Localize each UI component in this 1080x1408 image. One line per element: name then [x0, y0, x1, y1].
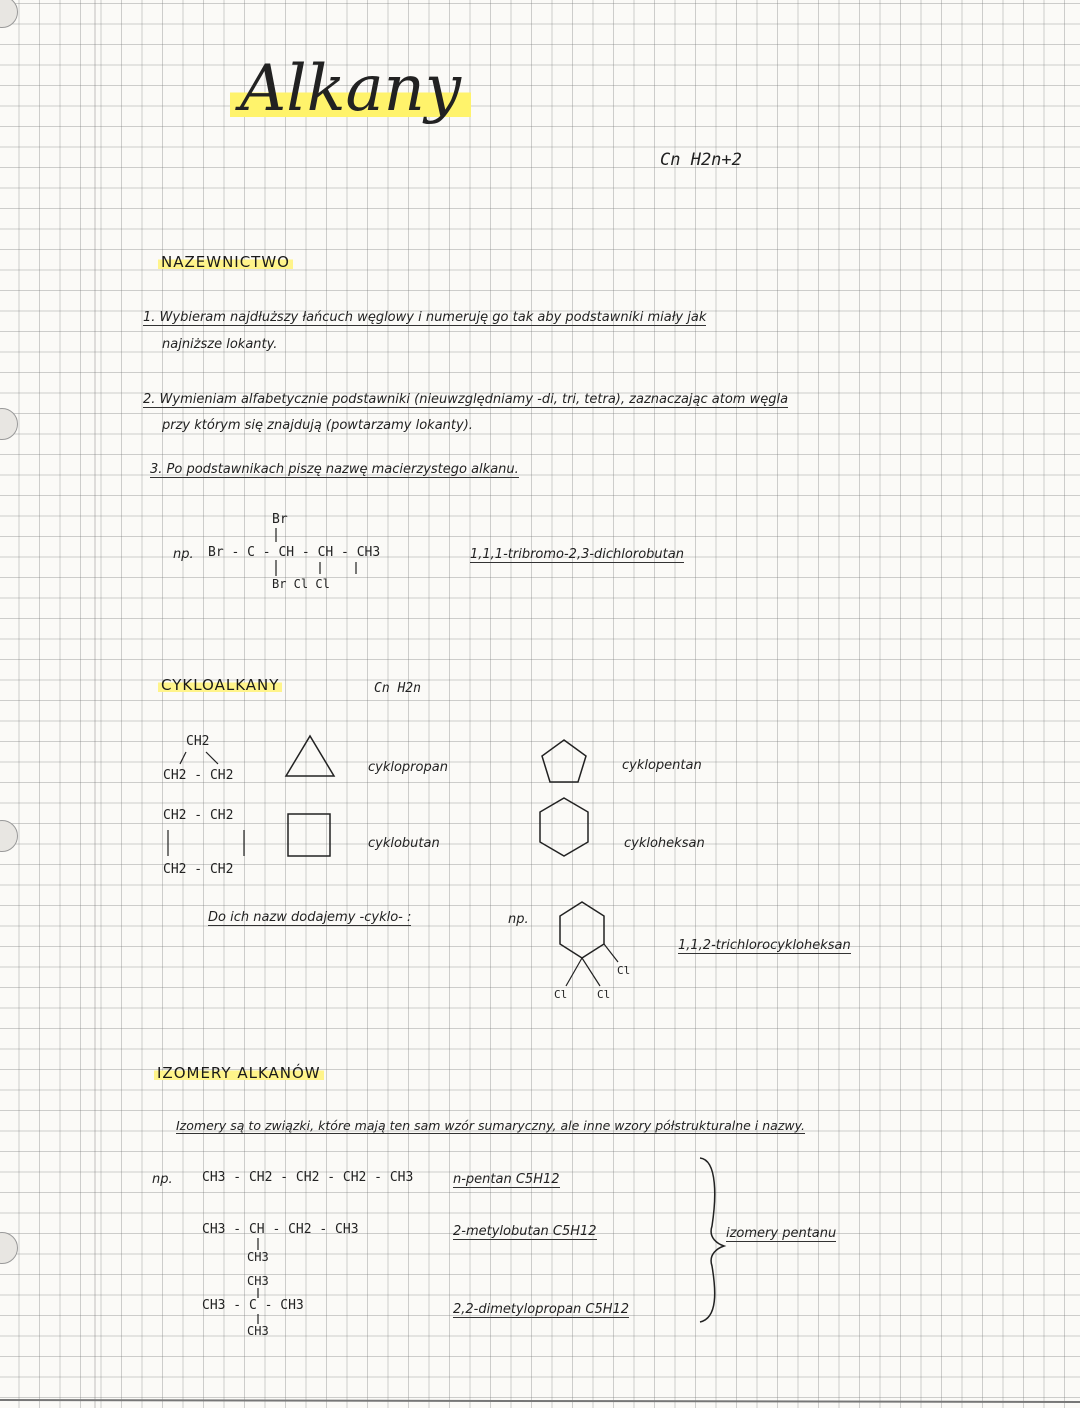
- cyclo-example-prefix: np.: [508, 912, 529, 927]
- cyclopropane-bonds: [168, 752, 244, 856]
- isomer-definition: Izomery są to związki, które mają ten sam wzór sumaryczny, ale inne wzory półstrukturalne i nazwy.: [176, 1118, 806, 1133]
- name-cyclopentane: cyklopentan: [622, 758, 702, 773]
- rule-1-line-1: 1. Wybieram najdłuższy łańcuch węglowy i numeruję go tak aby podstawniki miały jak: [143, 310, 707, 325]
- page-title: Alkany: [230, 52, 471, 126]
- isomer-2-structure: CH3 - CH - CH2 - CH3: [202, 1222, 359, 1237]
- isomer-1-structure: CH3 - CH2 - CH2 - CH2 - CH3: [202, 1170, 414, 1185]
- example-top-substituent: Br: [272, 512, 288, 527]
- cyclopropane-triangle: [286, 736, 334, 776]
- cyclopropane-top: CH2: [186, 734, 210, 749]
- example-bottom-substituents: Br Cl Cl: [272, 577, 330, 591]
- example-chain: Br - C - CH - CH - CH3: [208, 545, 381, 560]
- example-bonds: [276, 528, 356, 576]
- isomer-1-name: n-pentan C5H12: [453, 1172, 560, 1187]
- section-heading-cycloalkanes: CYKLOALKANY: [158, 676, 282, 694]
- cyclobutane-bottom: CH2 - CH2: [163, 862, 234, 877]
- cyclobutane-square: [288, 814, 330, 856]
- isomer-3-branch-bottom: CH3: [247, 1324, 269, 1338]
- rule-3-line-1: 3. Po podstawnikach piszę nazwę macierzystego alkanu.: [150, 462, 519, 477]
- isomer-3-structure: CH3 - C - CH3: [202, 1298, 304, 1313]
- name-cyclopropane: cyklopropan: [368, 760, 448, 775]
- rule-2-line-2: przy którym się znajdują (powtarzamy lokanty).: [162, 418, 473, 433]
- cyclo-example-name: 1,1,2-trichlorocykloheksan: [678, 938, 851, 953]
- example-name: 1,1,1-tribromo-2,3-dichlorobutan: [470, 547, 684, 562]
- cyclo-sub-cl-2: Cl: [597, 988, 611, 1001]
- isomer-2-name: 2-metylobutan C5H12: [453, 1224, 597, 1239]
- cyclopentane-pentagon: [542, 740, 586, 782]
- isomer-bracket: [700, 1158, 724, 1322]
- general-formula: Cn H2n+2: [660, 150, 742, 170]
- isomer-bracket-label: izomery pentanu: [726, 1226, 837, 1241]
- rule-2-line-1: 2. Wymieniam alfabetycznie podstawniki (nieuwzględniamy -di, tri, tetra), zaznaczając atom węgla: [143, 392, 789, 407]
- trichlorocyclohexane-hexagon: [560, 902, 604, 958]
- rule-1-line-2: najniższe lokanty.: [162, 337, 278, 352]
- cycloalkane-formula: Cn H2n: [374, 681, 421, 696]
- cyclohexane-hexagon: [540, 798, 588, 856]
- isomer-3-branch-top: CH3: [247, 1274, 269, 1288]
- cyclopropane-bottom: CH2 - CH2: [163, 768, 234, 783]
- name-cyclohexane: cykloheksan: [624, 836, 705, 851]
- isomer-2-branch: CH3: [247, 1250, 269, 1264]
- isomer-example-prefix: np.: [152, 1172, 173, 1187]
- cyclobutane-top: CH2 - CH2: [163, 808, 234, 823]
- isomer-3-name: 2,2-dimetylopropan C5H12: [453, 1302, 630, 1317]
- cyclo-sub-cl-3: Cl: [617, 964, 631, 977]
- cyclo-sub-cl-1: Cl: [554, 988, 568, 1001]
- trichlorocyclohexane-bonds: [566, 944, 618, 986]
- section-heading-isomers: IZOMERY ALKANÓW: [154, 1064, 324, 1082]
- cyclo-prefix-note: Do ich nazw dodajemy -cyklo- :: [208, 910, 412, 925]
- name-cyclobutane: cyklobutan: [368, 836, 440, 851]
- example-prefix: np.: [173, 547, 194, 562]
- section-heading-nomenclature: NAZEWNICTWO: [158, 253, 293, 271]
